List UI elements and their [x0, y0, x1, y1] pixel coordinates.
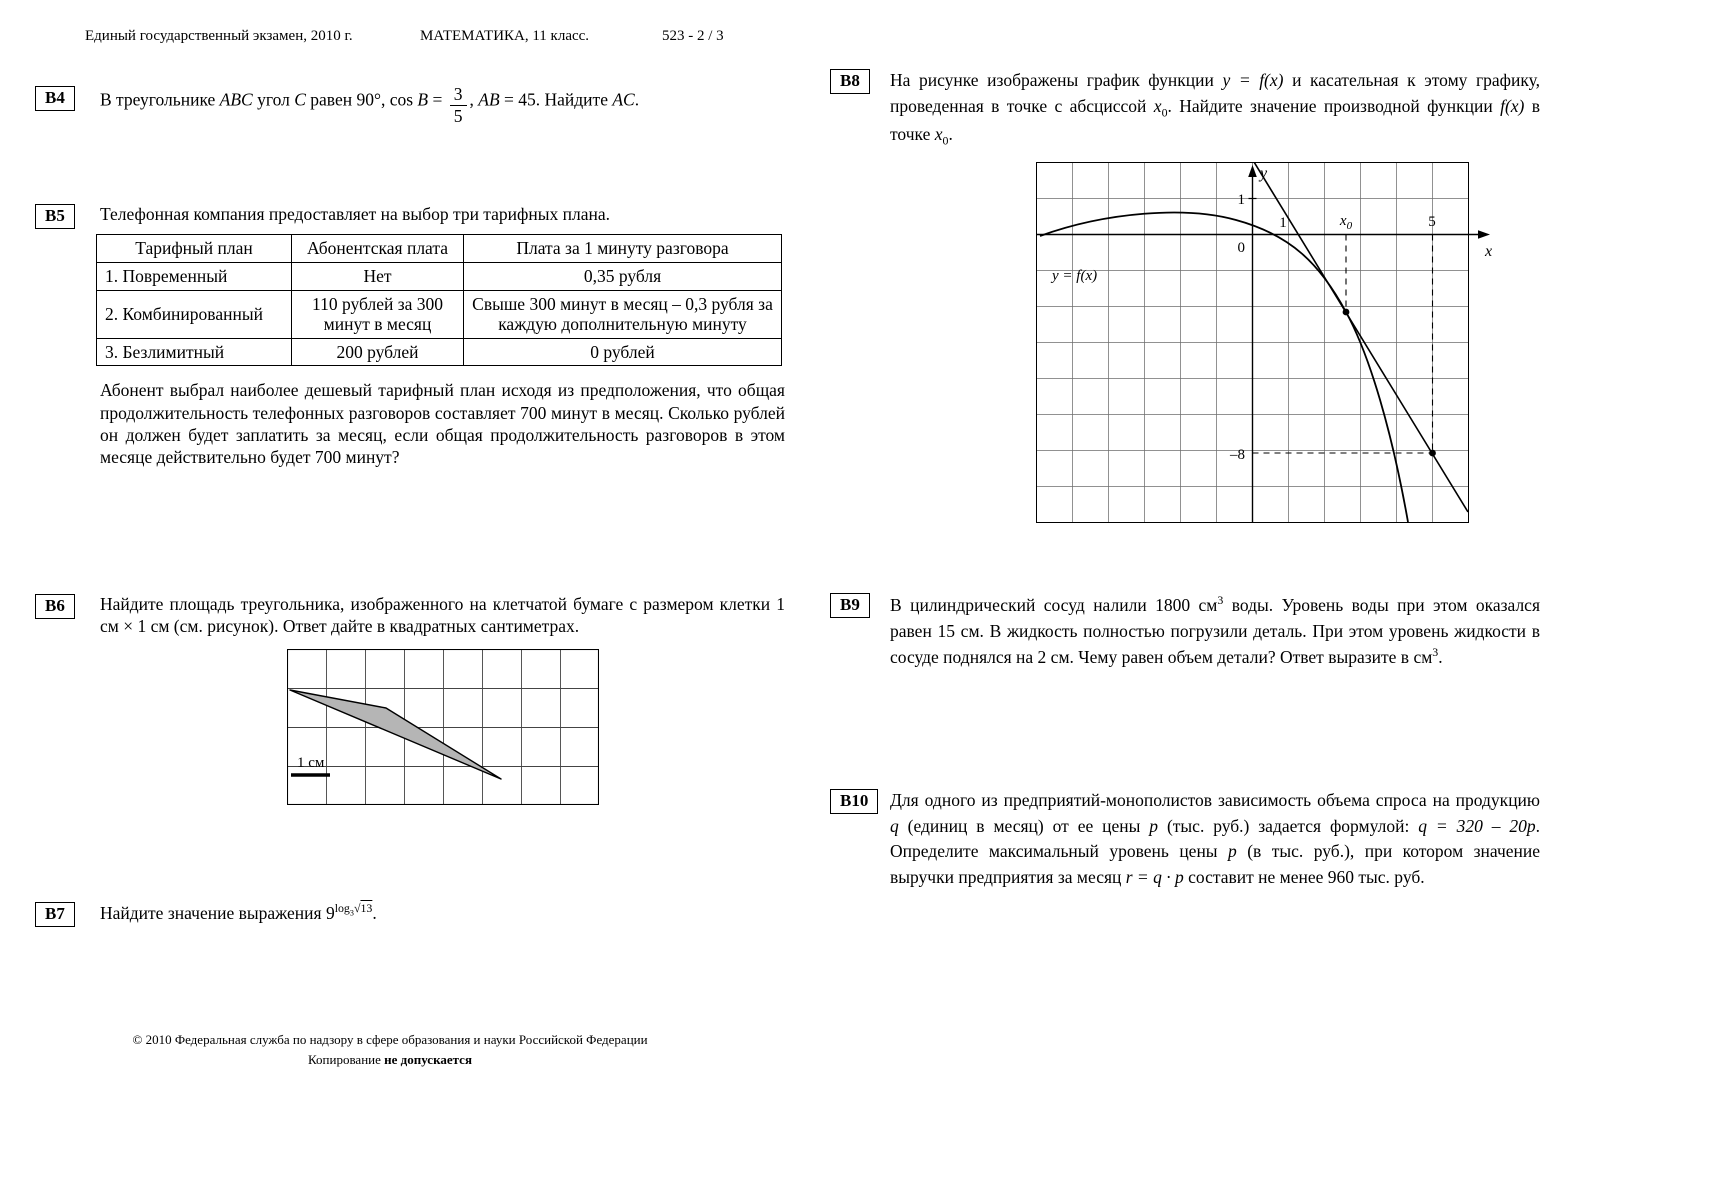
tariff-table-cell: 1. Повременный	[97, 262, 292, 290]
radical-sign: √	[353, 901, 361, 915]
label-minus8: –8	[1230, 446, 1245, 463]
problem-b7-label: В7	[35, 902, 75, 927]
problem-b4-statement	[100, 85, 785, 127]
text-run: . Определите максимальный уровень цены	[890, 815, 1541, 862]
text-run: равен 90°,	[310, 89, 386, 110]
table-row	[97, 338, 782, 366]
tariff-table-header-cell: Абонентская плата	[292, 235, 464, 263]
page-footer	[35, 1030, 745, 1070]
tariff-table-cell: Нет	[292, 262, 464, 290]
problem-b8	[830, 68, 1542, 530]
tariff-table-cell: 0 рублей	[464, 338, 782, 366]
problem-b4-label: В4	[35, 86, 75, 111]
math-var: x	[1153, 95, 1162, 116]
text-run: и касательная к этому графику, проведенная в точке с абсциссой	[890, 70, 1541, 116]
math-formula: r = q · p	[1125, 867, 1184, 888]
superscript-3: 3	[1217, 593, 1224, 607]
dashed-guides	[1253, 234, 1433, 453]
text-run: ,	[469, 89, 474, 110]
tariff-table-header-cell: Плата за 1 минуту разговора	[464, 235, 782, 263]
math-log-base: 3	[349, 908, 354, 918]
math-exponent	[334, 901, 373, 918]
problem-b5-paragraph: Абонент выбрал наиболее дешевый тарифный план исходя из предположения, что общая продолжительность телефонных разговоров составляет 700 минут в месяц. Сколько рублей он должен будет заплатить за месяц, если общая продолжительность разговоров в этом месяце действительно будет 700 минут?	[100, 380, 785, 468]
label-y-axis: y	[1260, 164, 1268, 182]
label-x0-sub: 0	[1346, 219, 1353, 232]
problem-b9-statement	[890, 592, 1540, 671]
tariff-table-cell: 3. Безлимитный	[97, 338, 292, 366]
label-x0-base: x	[1339, 212, 1347, 229]
math-sub: 0	[942, 133, 949, 148]
text-run: составит не менее 960 тыс. руб.	[1188, 867, 1425, 888]
tariff-table-cell: 2. Комбинированный	[97, 290, 292, 338]
problem-b10	[830, 788, 1542, 891]
label-x0	[1339, 213, 1353, 232]
function-curve	[1040, 212, 1408, 521]
math-var: q	[890, 815, 899, 836]
text-run: Найдите площадь треугольника, изображенного на клетчатой бумаге с размером клетки 1 см × 1 см (см. рисунок). Ответ дайте в квадратных сантиметрах.	[100, 594, 785, 637]
header-subject: МАТЕМАТИКА, 11 класс.	[420, 28, 590, 44]
math-sub: 0	[1161, 105, 1168, 120]
math-expr: y = f(x)	[1222, 70, 1284, 90]
point-5-minus8	[1429, 449, 1436, 456]
text-run: Копирование	[308, 1052, 381, 1068]
problem-b4	[35, 85, 787, 127]
footer-copyright: © 2010 Федеральная служба по надзору в сфере образования и науки Российской Федерации	[132, 1032, 648, 1047]
text-run: .	[948, 123, 953, 144]
math-cos: cos	[389, 89, 414, 110]
label-one-x: 1	[1279, 214, 1287, 231]
label-one-y: 1	[1237, 191, 1245, 208]
tariff-table	[96, 234, 782, 366]
math-var: x	[934, 123, 943, 144]
table-row	[97, 262, 782, 290]
label-curve: y = f(x)	[1052, 267, 1098, 284]
text-run: .	[1438, 647, 1443, 668]
math-base: 9	[325, 902, 335, 923]
text-run: .	[634, 89, 640, 110]
text-run: .	[372, 902, 377, 923]
problem-b5-label: В5	[35, 204, 75, 229]
math-equals: =	[432, 89, 443, 110]
math-var: AC	[612, 89, 635, 110]
text-run: . Найдите значение производной функции	[1167, 95, 1493, 116]
math-log: log	[334, 901, 350, 915]
problem-b8-statement	[890, 68, 1540, 530]
math-expr: f(x)	[1500, 95, 1525, 116]
y-axis-arrow	[1248, 165, 1257, 177]
problem-b9	[830, 592, 1542, 671]
tariff-table-cell: Свыше 300 минут в месяц – 0,3 рубля за каждую дополнительную минуту	[464, 290, 782, 338]
tariff-table-cell: 200 рублей	[292, 338, 464, 366]
label-x-axis: x	[1485, 242, 1493, 260]
label-five: 5	[1428, 213, 1436, 230]
problem-b6-statement	[100, 593, 785, 805]
text-run: угол	[257, 89, 290, 110]
text-run: В треугольнике	[100, 89, 216, 110]
math-var: C	[294, 89, 306, 110]
fraction-3-5	[450, 85, 467, 127]
problem-b9-label: В9	[830, 593, 870, 618]
footer-copy-notice	[35, 1050, 745, 1070]
problem-b6-label: В6	[35, 594, 75, 619]
label-zero: 0	[1237, 239, 1245, 256]
problem-b7	[35, 901, 787, 924]
radicand: 13	[360, 901, 373, 915]
text-run: (в тыс. руб.), при котором значение выручки предприятия за месяц	[890, 841, 1541, 888]
text-run: в точке	[890, 95, 1541, 144]
math-var: ABC	[219, 89, 253, 110]
problem-b10-statement	[890, 788, 1540, 891]
text-run: На рисунке изображены график функции	[890, 70, 1214, 90]
grid-lines	[287, 650, 598, 805]
header-exam-title: Единый государственный экзамен, 2010 г.	[85, 28, 353, 44]
problem-b7-statement	[100, 901, 785, 924]
table-row	[97, 290, 782, 338]
text-run: (единиц в месяц) от ее цены	[907, 815, 1141, 836]
fraction-denominator: 5	[453, 106, 463, 127]
problem-b8-label: В8	[830, 69, 870, 94]
problem-b10-label: В10	[830, 789, 878, 814]
expression-9-pow-log3-sqrt13	[326, 903, 372, 923]
math-var: AB	[478, 89, 500, 110]
tangency-point	[1343, 308, 1350, 315]
header-page-number: 523 - 2 / 3	[662, 28, 724, 44]
math-var: B	[417, 89, 429, 110]
x-axis-arrow	[1478, 230, 1490, 239]
fraction-numerator: 3	[450, 85, 467, 106]
math-var: p	[1228, 841, 1237, 862]
text-run-bold: не допускается	[384, 1052, 472, 1068]
scale-label: 1 см	[296, 755, 324, 772]
math-formula: q = 320 – 20p	[1418, 815, 1536, 836]
problem-b6	[35, 593, 787, 805]
b8-figure	[1036, 162, 1504, 530]
text-run: Найдите значение выражения	[100, 902, 322, 923]
math-var: p	[1149, 815, 1159, 836]
tariff-table-cell: 110 рублей за 300 минут в месяц	[292, 290, 464, 338]
tariff-table-header-cell: Тарифный план	[97, 235, 292, 263]
figure-border	[287, 650, 598, 805]
problem-b5-statement	[100, 203, 785, 468]
text-run: Для одного из предприятий-монополистов зависимость объема спроса на продукцию	[890, 790, 1540, 810]
problem-b5	[35, 203, 787, 468]
tariff-table-cell: 0,35 рубля	[464, 262, 782, 290]
superscript-3: 3	[1432, 645, 1439, 660]
text-run: В цилиндрический сосуд налили 1800 см	[890, 594, 1218, 615]
text-run: = 45. Найдите	[504, 89, 608, 110]
b6-figure	[287, 649, 599, 805]
text-run: воды. Уровень воды при этом оказался равен 15 см. В жидкость полностью погрузили деталь. При этом уровень жидкости в сосуде поднялся на 2 см. Чему равен объем детали? Ответ выразите в см	[890, 594, 1540, 668]
text-run: (тыс. руб.) задается формулой:	[1166, 815, 1410, 836]
text-run: Телефонная компания предоставляет на выбор три тарифных плана.	[100, 204, 611, 224]
table-header-row	[97, 235, 782, 263]
